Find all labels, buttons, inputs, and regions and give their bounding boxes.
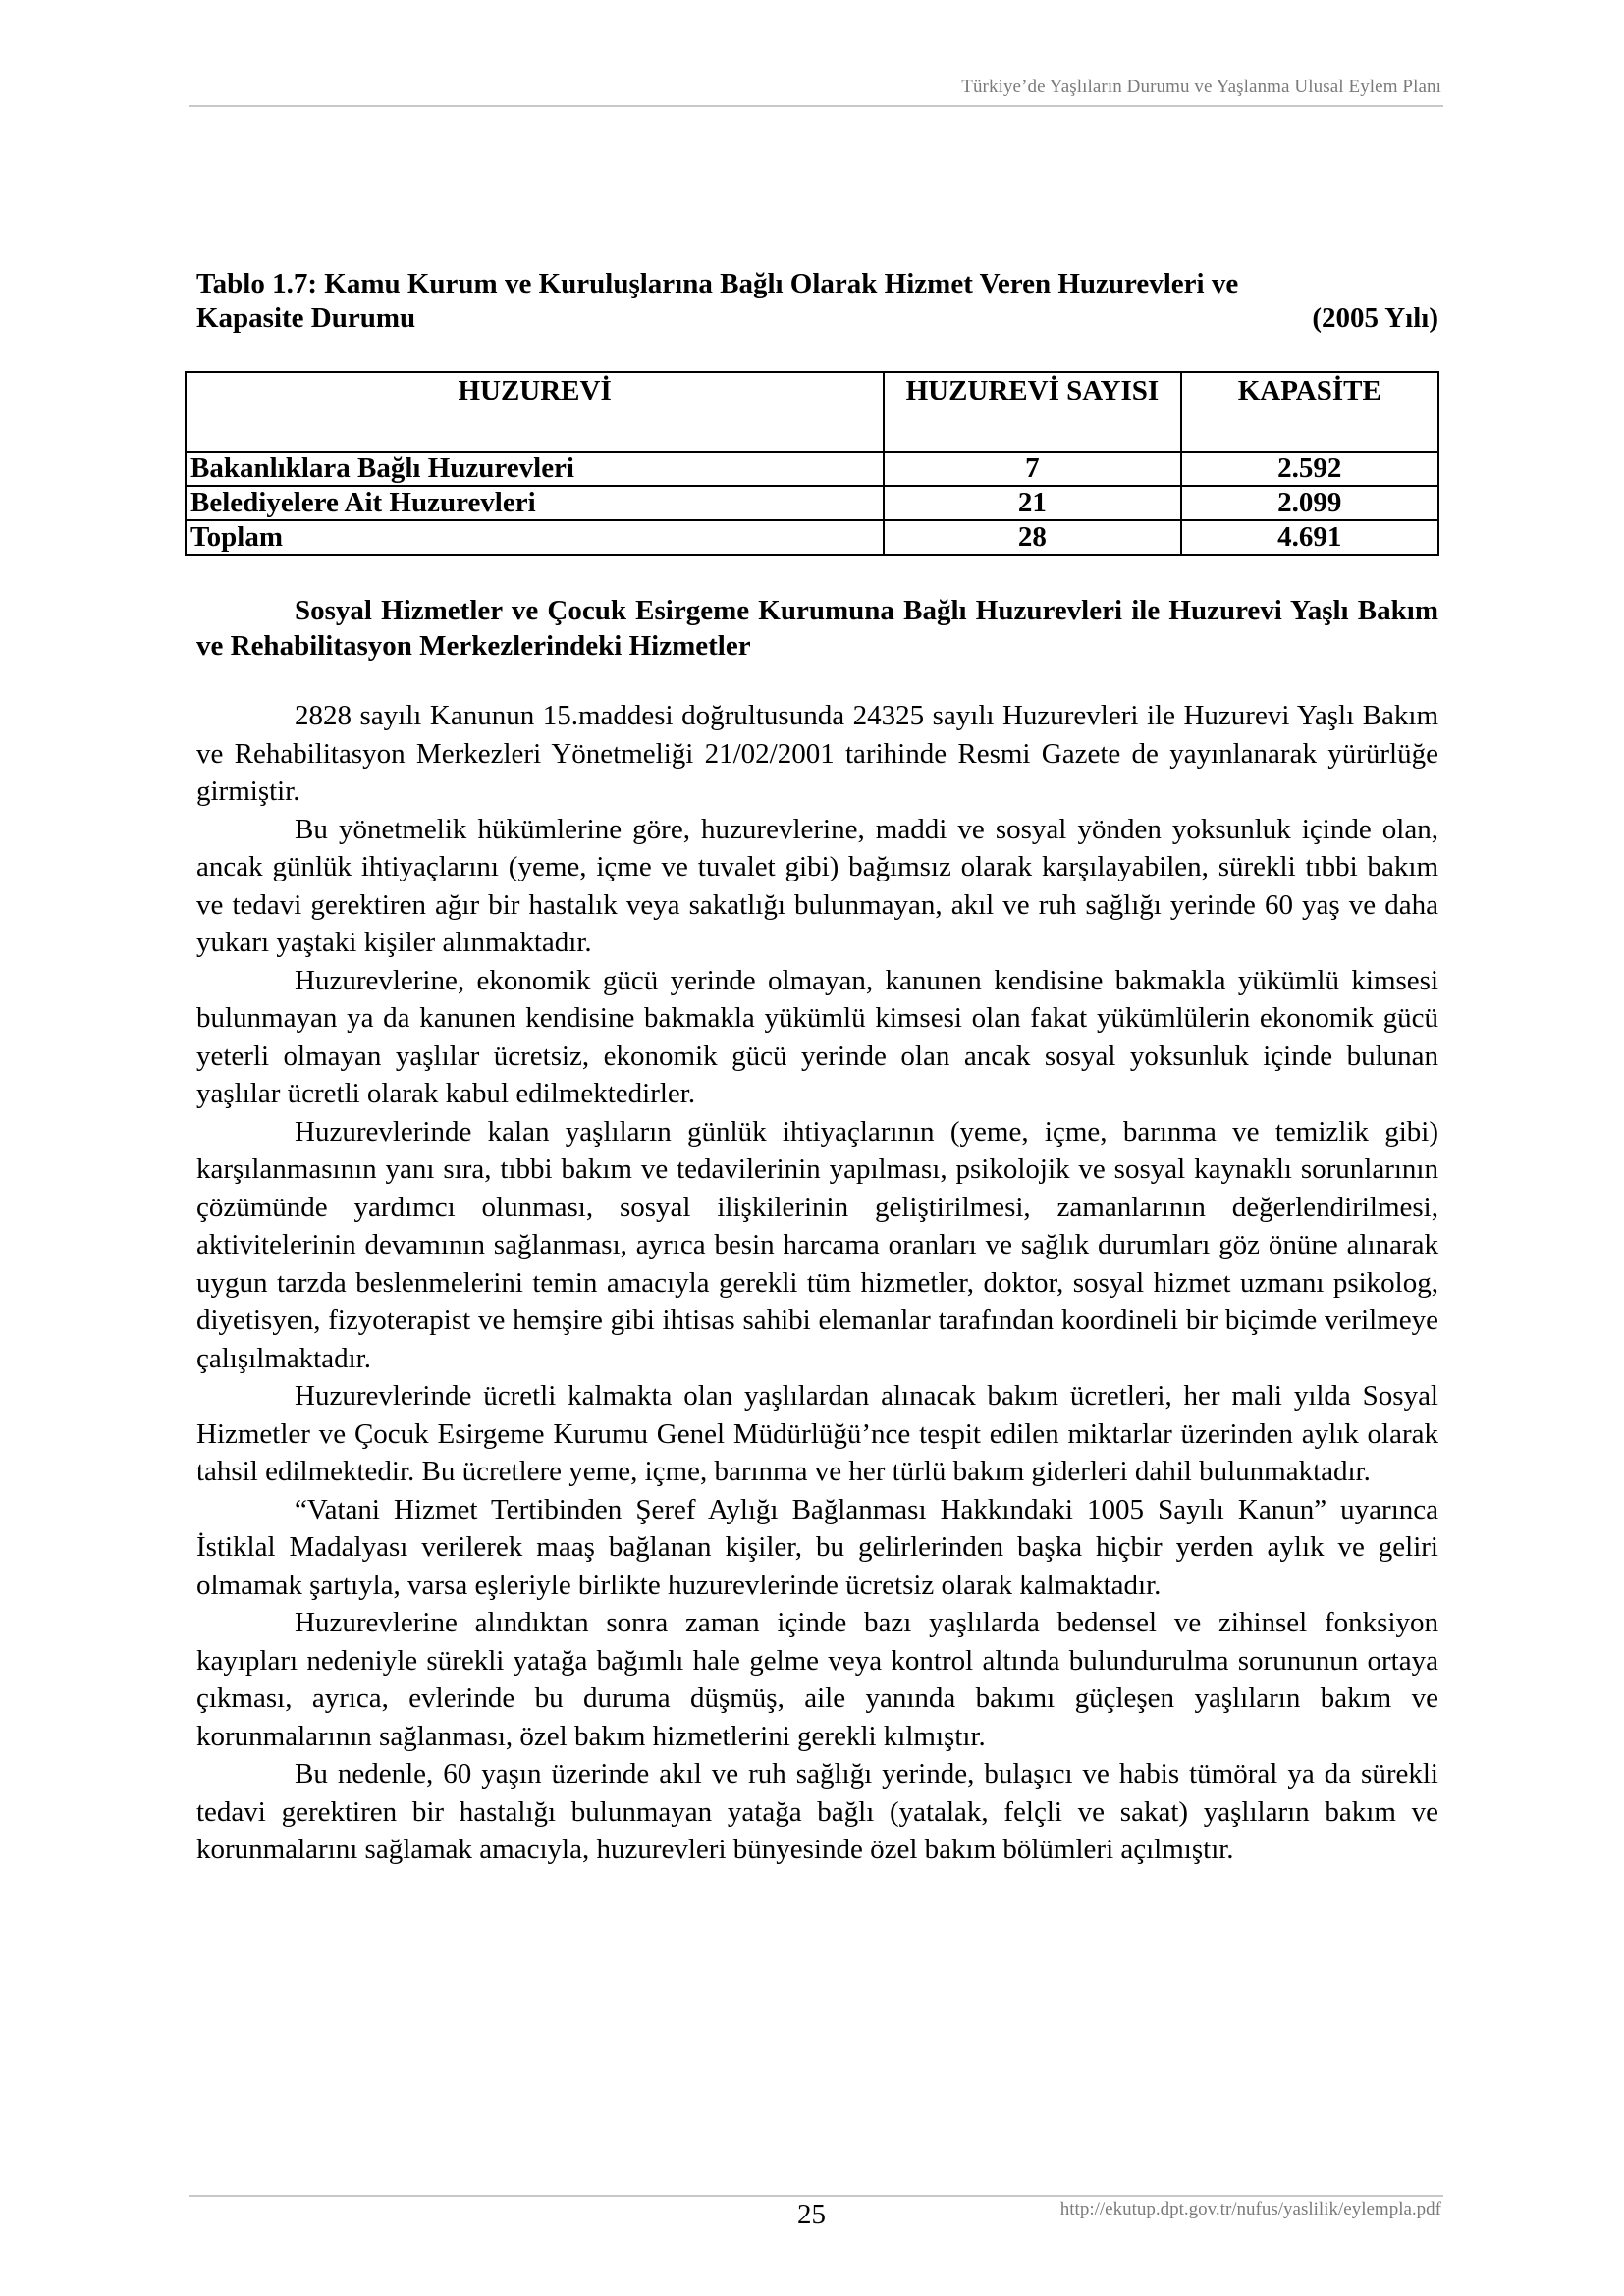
row-count: 21 bbox=[884, 486, 1180, 520]
column-header-nursing-home: HUZUREVİ bbox=[186, 372, 884, 452]
total-label: Toplam bbox=[186, 520, 884, 555]
row-count: 7 bbox=[884, 452, 1180, 486]
table-caption bbox=[196, 267, 1438, 301]
paragraph-regulation: 2828 sayılı Kanunun 15.maddesi doğrultusunda 24325 sayılı Huzurevleri ile Huzurevi Yaşlı Bakım ve Rehabilitasyon Merkezleri Yönetmeliği 21/02/2001 tarihinde Resmi Gazete de yayınlanarak yürürlüğe girmiştir. bbox=[196, 700, 1438, 807]
nursing-home-capacity-table bbox=[185, 371, 1439, 556]
table-total-row bbox=[186, 520, 1438, 555]
footer-source-url: http://ekutup.dpt.gov.tr/nufus/yaslilik/eylempla.pdf bbox=[1059, 2199, 1441, 2219]
paragraph-fee-status: Huzurevlerine, ekonomik gücü yerinde olmayan, kanunen kendisine bakmakla yükümlü kimsesi bulunmayan ya da kanunen kendisine bakmakla yükümlü kimsesi olan fakat yükümlülerin ekonomik gücü yeterli olmayan yaşlılar ücretsiz, ekonomik gücü yerinde olan ancak sosyal yoksunluk içinde bulunan yaşlılar ücretli olarak kabul edilmektedirler. bbox=[196, 964, 1438, 1109]
page-content bbox=[190, 267, 1438, 1869]
table-caption-line2 bbox=[196, 301, 1438, 336]
table-row bbox=[186, 486, 1438, 520]
section-heading: Sosyal Hizmetler ve Çocuk Esirgeme Kurumuna Bağlı Huzurevleri ile Huzurevi Yaşlı Bakım ve Rehabilitasyon Merkezlerindeki Hizmetler bbox=[196, 595, 1438, 662]
table-header-row bbox=[186, 372, 1438, 452]
table-row bbox=[186, 452, 1438, 486]
paragraph-special-care-need: Huzurevlerine alındıktan sonra zaman içinde bazı yaşlılarda bedensel ve zihinsel fonksiyon kayıpları nedeniyle sürekli yatağa bağımlı hale gelme veya kontrol altında bulundurulma sorununun ortaya çıkması, ayrıca, evlerinde bu duruma düşmüş, aile yanında bakımı güçleşen yaşlıların bakım ve korunmalarının sağlanması, özel bakım hizmetlerini gerekli kılmıştır. bbox=[196, 1607, 1438, 1752]
row-capacity: 2.592 bbox=[1181, 452, 1438, 486]
table-caption-title-end: Kapasite Durumu bbox=[196, 302, 416, 334]
row-name: Belediyelere Ait Huzurevleri bbox=[186, 486, 884, 520]
header-divider bbox=[189, 105, 1443, 107]
running-header-title: Türkiye’de Yaşlıların Durumu ve Yaşlanma Ulusal Eylem Planı bbox=[961, 77, 1441, 97]
footer-divider bbox=[189, 2195, 1443, 2197]
table-caption-line1: Tablo 1.7: Kamu Kurum ve Kuruluşlarına Bağlı Olarak Hizmet Veren Huzurevleri ve bbox=[196, 268, 1239, 299]
paragraph-services: Huzurevlerinde kalan yaşlıların günlük ihtiyaçlarının (yeme, içme, barınma ve temizlik gibi) karşılanmasının yanı sıra, tıbbi bakım ve tedavilerinin yapılması, psikolojik ve sosyal kaynaklı sorunlarının çözümünde yardımcı olunması, sosyal ilişkilerinin geliştirilmesi, zamanlarının değerlendirilmesi, aktivitelerinin devamının sağlanması, ayrıca besin harcama oranları ve sağlık durumları göz önüne alınarak uygun tarzda beslenmelerini temin amacıyla gerekli tüm hizmetler, doktor, sosyal hizmet uzmanı psikolog, diyetisyen, fizyoterapist ve hemşire gibi ihtisas sahibi elemanlar tarafından koordineli bir biçimde verilmeye çalışılmaktadır. bbox=[196, 1115, 1438, 1374]
paragraph-medal-holders: “Vatani Hizmet Tertibinden Şeref Aylığı Bağlanması Hakkındaki 1005 Sayılı Kanun” uyarınca İstiklal Madalyası verilerek maaş bağlanan kişiler, bu gelirlerinden başka hiçbir yerden aylık ve geliri olmamak şartıyla, varsa eşleriyle birlikte huzurevlerinde ücretsiz olarak kalmaktadır. bbox=[196, 1493, 1438, 1601]
table-caption-year: (2005 Yılı) bbox=[1312, 302, 1438, 334]
column-header-capacity: KAPASİTE bbox=[1181, 372, 1438, 452]
row-capacity: 2.099 bbox=[1181, 486, 1438, 520]
total-capacity: 4.691 bbox=[1181, 520, 1438, 555]
row-name: Bakanlıklara Bağlı Huzurevleri bbox=[186, 452, 884, 486]
paragraph-admission-criteria: Bu yönetmelik hükümlerine göre, huzurevlerine, maddi ve sosyal yönden yoksunluk içinde olan, ancak günlük ihtiyaçlarını (yeme, içme ve tuvalet gibi) bağımsız olarak karşılayabilen, sürekli tıbbi bakım ve tedavi gerektiren ağır bir hastalık veya sakatlığı bulunmayan, akıl ve ruh sağlığı yerinde 60 yaş ve daha yukarı yaştaki kişiler alınmaktadır. bbox=[196, 813, 1438, 958]
paragraph-special-care-units: Bu nedenle, 60 yaşın üzerinde akıl ve ruh sağlığı yerinde, bulaşıcı ve habis tümöral ya da sürekli tedavi gerektiren bir hastalığı bulunmayan yatağa bağlı (yatalak, felçli ve sakat) yaşlıların bakım ve korunmalarını sağlamak amacıyla, huzurevleri bünyesinde özel bakım bölümleri açılmıştır. bbox=[196, 1758, 1438, 1865]
column-header-count: HUZUREVİ SAYISI bbox=[884, 372, 1180, 452]
paragraph-care-fees: Huzurevlerinde ücretli kalmakta olan yaşlılardan alınacak bakım ücretleri, her mali yılda Sosyal Hizmetler ve Çocuk Esirgeme Kurumu Genel Müdürlüğü’nce tespit edilen miktarlar üzerinden aylık olarak tahsil edilmektedir. Bu ücretlere yeme, içme, barınma ve her türlü bakım giderleri dahil bulunmaktadır. bbox=[196, 1380, 1438, 1487]
page-number: 25 bbox=[797, 2199, 826, 2230]
total-count: 28 bbox=[884, 520, 1180, 555]
